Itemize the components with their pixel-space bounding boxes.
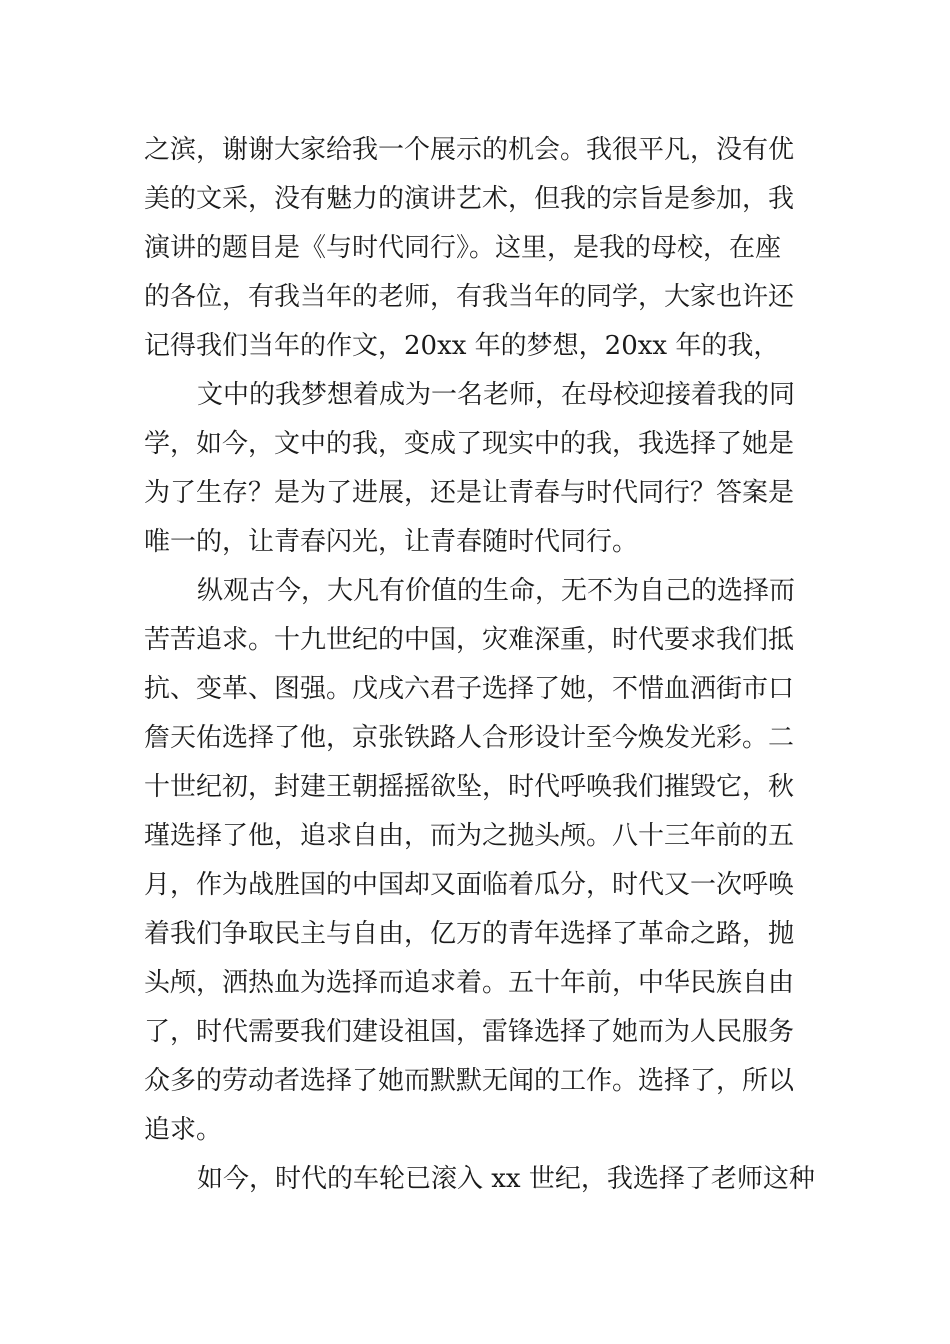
text-line: 学，如今，文中的我，变成了现实中的我，我选择了她是 xyxy=(144,429,795,459)
text-line: 了，时代需要我们建设祖国，雷锋选择了她而为人民服务 xyxy=(144,1017,795,1047)
document-body xyxy=(144,126,815,1204)
text-line: 如今，时代的车轮已滚入 xx 世纪，我选择了老师这种 xyxy=(197,1164,815,1194)
paragraph-4 xyxy=(144,1155,815,1204)
text-line: 十世纪初，封建王朝摇摇欲坠，时代呼唤我们摧毁它，秋 xyxy=(144,772,795,802)
text-line: 追求。 xyxy=(144,1115,223,1145)
text-line: 演讲的题目是《与时代同行》。这里，是我的母校，在座 xyxy=(144,233,782,263)
text-line: 文中的我梦想着成为一名老师，在母校迎接着我的同 xyxy=(197,380,796,410)
text-line: 抗、变革、图强。戊戌六君子选择了她，不惜血洒街市口 xyxy=(144,674,795,704)
paragraph-3 xyxy=(144,567,810,1155)
text-line: 为了生存？是为了进展，还是让青春与时代同行？答案是 xyxy=(144,478,795,508)
text-line: 月，作为战胜国的中国却又面临着瓜分，时代又一次呼唤 xyxy=(144,870,795,900)
text-line: 瑾选择了他，追求自由，而为之抛头颅。八十三年前的五 xyxy=(144,821,795,851)
text-line: 纵观古今，大凡有价值的生命，无不为自己的选择而 xyxy=(197,576,796,606)
text-line: 美的文采，没有魅力的演讲艺术，但我的宗旨是参加，我 xyxy=(144,184,795,214)
text-line: 詹天佑选择了他，京张铁路人合形设计至今焕发光彩。二 xyxy=(144,723,795,753)
text-line: 的各位，有我当年的老师，有我当年的同学，大家也许还 xyxy=(144,282,795,312)
text-line: 头颅，洒热血为选择而追求着。五十年前，中华民族自由 xyxy=(144,968,795,998)
text-line: 记得我们当年的作文，20xx 年的梦想，20xx 年的我， xyxy=(144,331,780,361)
text-line: 之滨，谢谢大家给我一个展示的机会。我很平凡，没有优 xyxy=(144,135,795,165)
text-line: 唯一的，让青春闪光，让青春随时代同行。 xyxy=(144,527,639,557)
paragraph-1 xyxy=(144,126,810,371)
text-line: 着我们争取民主与自由，亿万的青年选择了革命之路，抛 xyxy=(144,919,795,949)
text-line: 众多的劳动者选择了她而默默无闻的工作。选择了，所以 xyxy=(144,1066,795,1096)
paragraph-2 xyxy=(144,371,810,567)
text-line: 苦苦追求。十九世纪的中国，灾难深重，时代要求我们抵 xyxy=(144,625,795,655)
